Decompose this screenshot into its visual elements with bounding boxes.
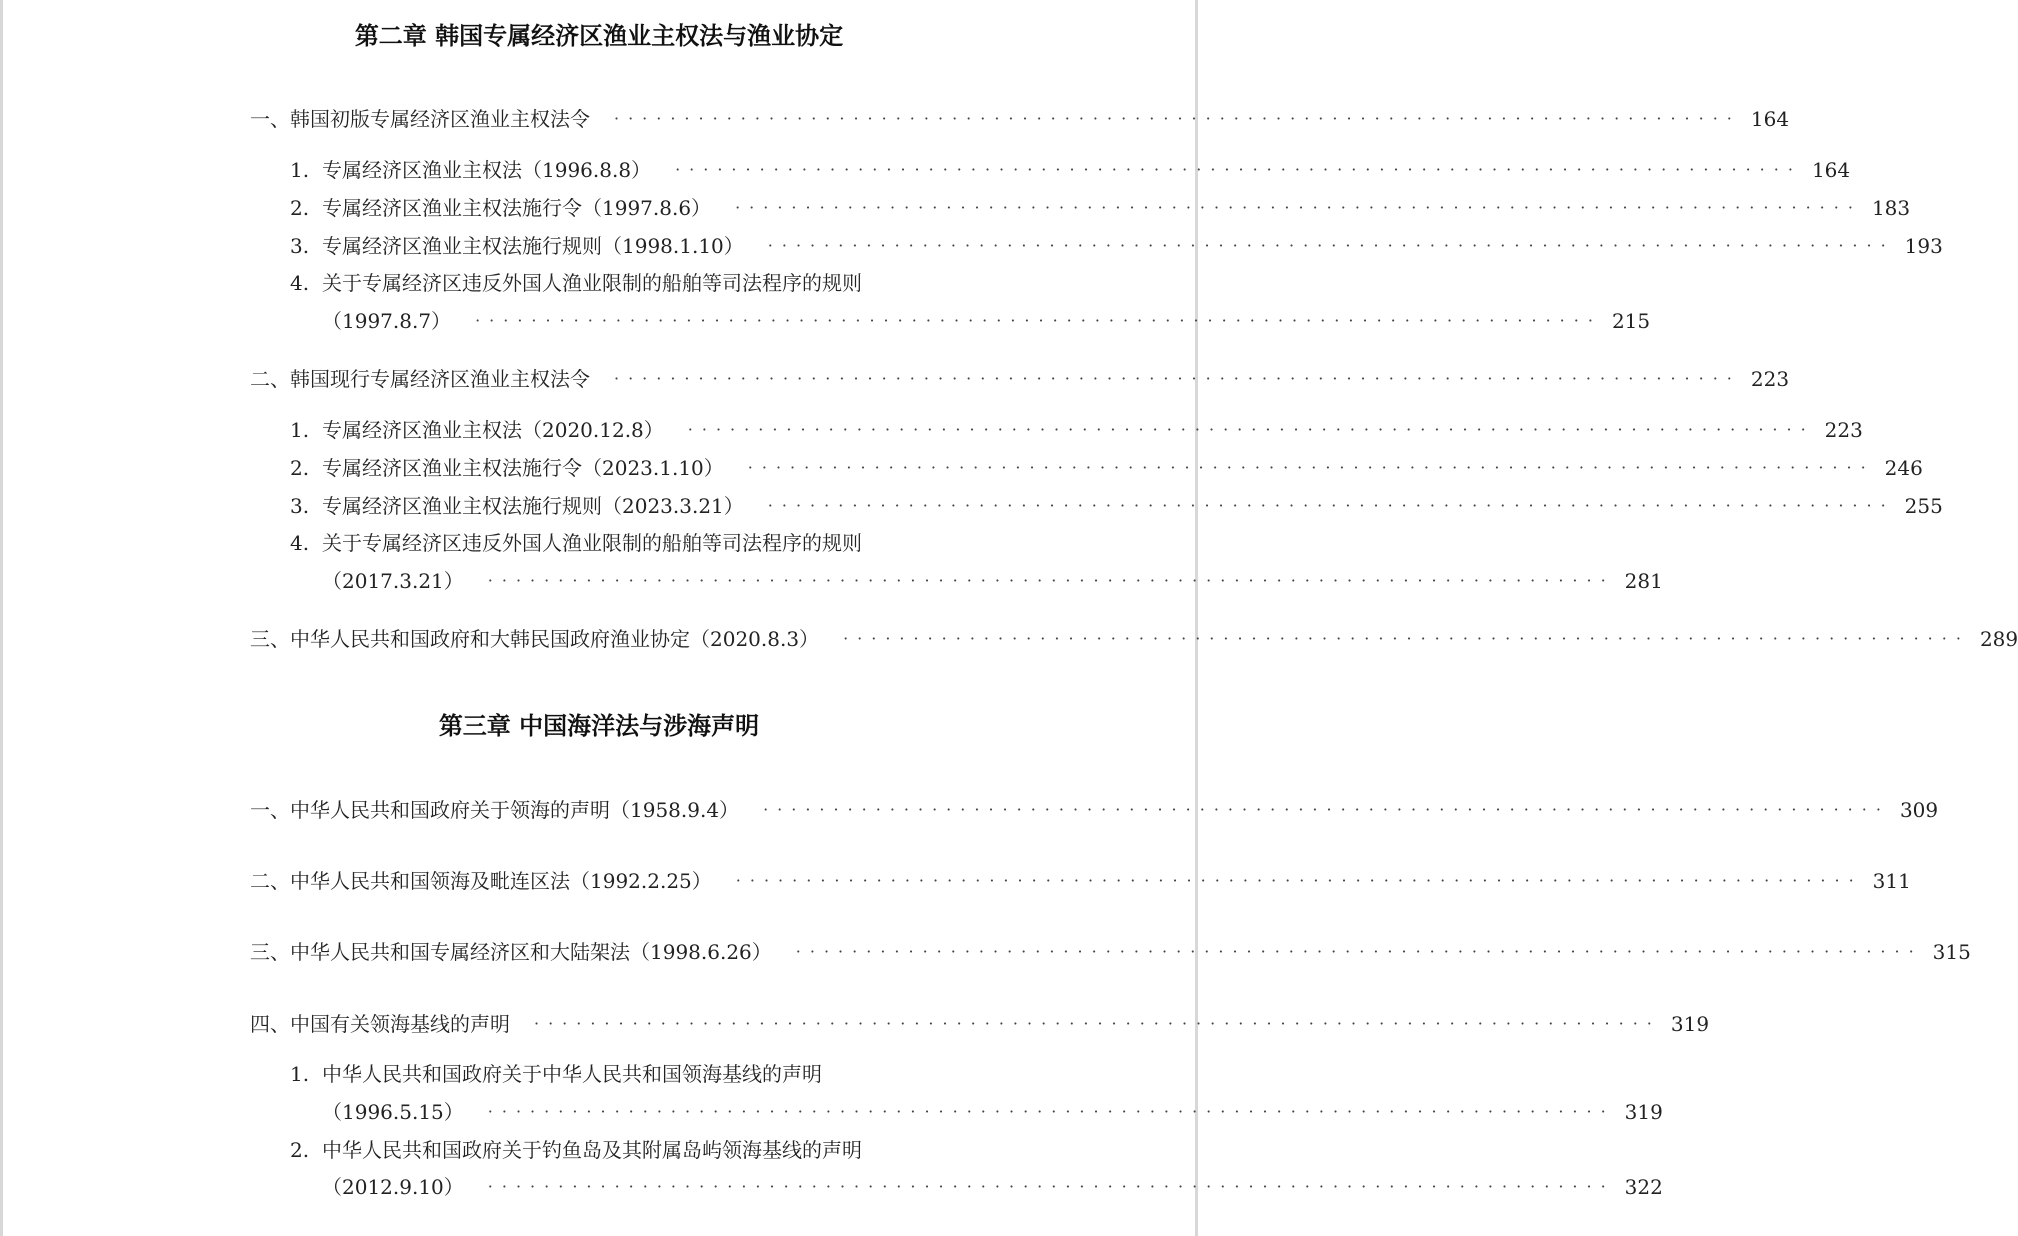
toc-page-number: 164 — [1811, 158, 1851, 182]
toc-section[interactable] — [250, 795, 1939, 825]
dot-leader: ················································································ — [614, 369, 1741, 388]
toc-item-label: 中华人民共和国政府关于中华人民共和国领海基线的声明 — [322, 1062, 822, 1086]
toc-item-label: 关于专属经济区违反外国人渔业限制的船舶等司法程序的规则 — [322, 531, 862, 555]
toc-item-number: 2. — [290, 456, 310, 480]
toc-page-number: 322 — [1624, 1175, 1663, 1199]
toc-section[interactable] — [250, 364, 1790, 394]
toc-item-number: 1. — [290, 418, 310, 442]
toc-section[interactable] — [250, 1009, 1710, 1039]
toc-page-number: 309 — [1899, 798, 1939, 822]
toc-item-continuation[interactable] — [322, 566, 1663, 596]
toc-item[interactable] — [290, 491, 1943, 521]
dot-leader: ················································································ — [767, 496, 1895, 515]
toc-item[interactable] — [290, 415, 1863, 445]
toc-page-number: 311 — [1872, 869, 1911, 893]
toc-section[interactable] — [250, 866, 1911, 896]
dot-leader: ················································································ — [795, 942, 1923, 961]
toc-section-label: 一、韩国初版专属经济区渔业主权法令 — [250, 107, 590, 131]
chapter-title: 第三章 中国海洋法与涉海声明 — [438, 712, 760, 740]
toc-item[interactable] — [290, 231, 1943, 261]
dot-leader: ················································································ — [475, 311, 1602, 330]
toc-item-number: 1. — [290, 1062, 310, 1086]
page-edge-right — [1195, 0, 1198, 1236]
toc-page-number: 319 — [1670, 1012, 1710, 1036]
toc-section-label: 三、中华人民共和国政府和大韩民国政府渔业协定（2020.8.3） — [250, 627, 820, 651]
toc-item[interactable] — [290, 1135, 942, 1165]
toc-item-number: 3. — [290, 234, 310, 258]
toc-page-number: 164 — [1750, 107, 1790, 131]
toc-section-label: 一、中华人民共和国政府关于领海的声明（1958.9.4） — [250, 798, 740, 822]
toc-page-number: 246 — [1884, 456, 1923, 480]
toc-item-continuation[interactable] — [322, 1172, 1663, 1202]
toc-item-continuation[interactable] — [322, 306, 1651, 336]
dot-leader: ················································································ — [675, 160, 1802, 179]
toc-item-number: 2. — [290, 1138, 310, 1162]
toc-item-number: 3. — [290, 494, 310, 518]
toc-item[interactable] — [290, 1059, 942, 1089]
toc-item-number: 4. — [290, 531, 310, 555]
toc-item-label: 专属经济区渔业主权法（2020.12.8） — [322, 418, 664, 442]
toc-item[interactable] — [290, 528, 942, 558]
dot-leader: ················································································ — [763, 800, 1890, 819]
toc-item-date: （2012.9.10） — [322, 1175, 464, 1199]
toc-page-number: 289 — [1979, 627, 2018, 651]
toc-item[interactable] — [290, 155, 1851, 185]
toc-item-continuation[interactable] — [322, 1097, 1663, 1127]
dot-leader: ················································································ — [487, 1102, 1615, 1121]
toc-page-number: 183 — [1871, 196, 1911, 220]
toc-section[interactable] — [250, 104, 1790, 134]
toc-page-number: 315 — [1932, 940, 1971, 964]
dot-leader: ················································································ — [735, 871, 1863, 890]
toc-section[interactable] — [250, 624, 2018, 654]
dot-leader: ················································································ — [534, 1014, 1661, 1033]
chapter-title: 第二章 韩国专属经济区渔业主权法与渔业协定 — [354, 22, 844, 50]
toc-item-number: 4. — [290, 271, 310, 295]
toc-item-label: 专属经济区渔业主权法施行规则（2023.3.21） — [322, 494, 744, 518]
toc-section-label: 二、韩国现行专属经济区渔业主权法令 — [250, 367, 590, 391]
toc-item-date: （1996.5.15） — [322, 1100, 464, 1124]
toc-item-label: 专属经济区渔业主权法施行令（2023.1.10） — [322, 456, 724, 480]
toc-item-date: （2017.3.21） — [322, 569, 464, 593]
dot-leader: ················································································ — [767, 236, 1895, 255]
page-edge-left — [0, 0, 3, 1236]
toc-item-number: 1. — [290, 158, 310, 182]
toc-item[interactable] — [290, 268, 942, 298]
dot-leader: ················································································ — [487, 1177, 1615, 1196]
toc-page-number: 193 — [1904, 234, 1943, 258]
dot-leader: ················································································ — [843, 629, 1970, 648]
toc-item-date: （1997.8.7） — [322, 309, 452, 333]
toc-section[interactable] — [250, 937, 1971, 967]
toc-item-label: 专属经济区渔业主权法施行规则（1998.1.10） — [322, 234, 744, 258]
toc-item[interactable] — [290, 453, 1923, 483]
toc-section-label: 二、中华人民共和国领海及毗连区法（1992.2.25） — [250, 869, 712, 893]
toc-page-number: 223 — [1824, 418, 1863, 442]
toc-page-number: 281 — [1624, 569, 1663, 593]
toc-item-label: 专属经济区渔业主权法施行令（1997.8.6） — [322, 196, 712, 220]
toc-page-number: 223 — [1750, 367, 1790, 391]
toc-item[interactable] — [290, 193, 1911, 223]
dot-leader: ················································································ — [747, 458, 1875, 477]
toc-item-label: 专属经济区渔业主权法（1996.8.8） — [322, 158, 652, 182]
dot-leader: ················································································ — [614, 109, 1741, 128]
toc-page-number: 319 — [1624, 1100, 1663, 1124]
toc-page-number: 215 — [1611, 309, 1651, 333]
dot-leader: ················································································ — [687, 420, 1815, 439]
toc-item-label: 中华人民共和国政府关于钓鱼岛及其附属岛屿领海基线的声明 — [322, 1138, 862, 1162]
toc-page-number: 255 — [1904, 494, 1943, 518]
toc-item-label: 关于专属经济区违反外国人渔业限制的船舶等司法程序的规则 — [322, 271, 862, 295]
dot-leader: ················································································ — [487, 571, 1615, 590]
toc-section-label: 三、中华人民共和国专属经济区和大陆架法（1998.6.26） — [250, 940, 772, 964]
toc-section-label: 四、中国有关领海基线的声明 — [250, 1012, 510, 1036]
dot-leader: ················································································ — [735, 198, 1862, 217]
toc-item-number: 2. — [290, 196, 310, 220]
